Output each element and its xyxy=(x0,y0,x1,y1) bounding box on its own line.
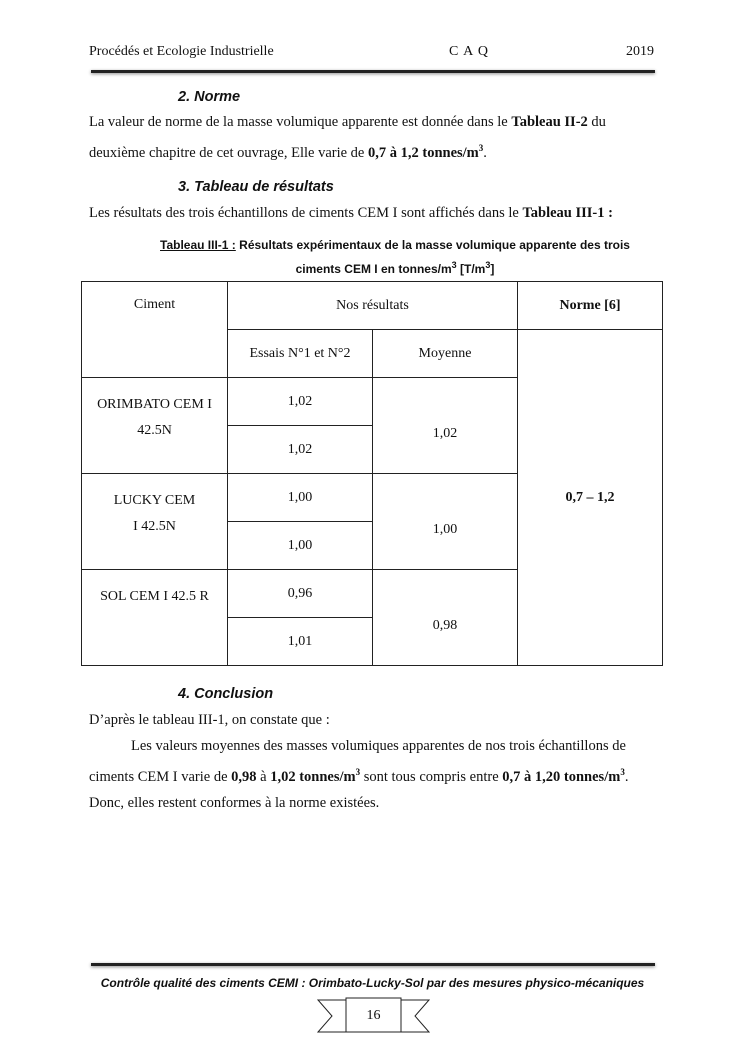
page-number: 16 xyxy=(366,1008,381,1023)
table-cell-essai: 1,00 xyxy=(228,474,373,522)
header-essais: Essais N°1 et N°2 xyxy=(228,330,373,378)
table-cell-moyenne: 0,98 xyxy=(373,570,518,666)
header-nos-resultats: Nos résultats xyxy=(228,282,518,330)
table-cell-essai: 1,02 xyxy=(228,378,373,426)
table-row-sol-name: SOL CEM I 42.5 R xyxy=(82,570,228,666)
footer-rule xyxy=(91,963,655,966)
header-ciment: Ciment xyxy=(82,282,228,378)
table-cell-essai: 1,02 xyxy=(228,426,373,474)
table-cell-essai: 1,00 xyxy=(228,522,373,570)
section-2-paragraph: La valeur de norme de la masse volumique apparente est donnée dans le Tableau II-2 du deuxième chapitre de cet ouvrage, Elle varie de 0,7 à 1,2 tonnes/$m^3$. xyxy=(89,114,606,161)
header-left: Procédés et Ecologie Industrielle xyxy=(89,44,274,59)
section-3-paragraph: Les résultats des trois échantillons de ciments CEM I sont affichés dans le Tableau III-1 : xyxy=(89,205,613,221)
table-cell-moyenne: 1,02 xyxy=(373,378,518,474)
table-cell-essai: 0,96 xyxy=(228,570,373,618)
table-cell-essai: 1,01 xyxy=(228,618,373,666)
header-norme: Norme [6] xyxy=(518,282,663,330)
header-rule xyxy=(91,70,655,73)
norme-value: 0,7 – 1,2 xyxy=(518,330,663,666)
section-3-title: 3. Tableau de résultats xyxy=(178,179,334,195)
section-4-paragraph: D’après le tableau III-1, on constate que : Les valeurs moyennes des masses volumiques apparentes de nos trois échantillons de ciments CEM I varie de 0,98 à 1,02 tonnes/$m^3$ sont tous compris entre 0,7 à 1,20 tonnes/$m^3$. Donc, elles restent conformes à la norme existées. xyxy=(89,712,629,811)
section-4-title: 4. Conclusion xyxy=(178,686,274,702)
header-right: 2019 xyxy=(626,44,654,59)
section-2-title: 2. Norme xyxy=(178,89,241,105)
table-cell-moyenne: 1,00 xyxy=(373,474,518,570)
table-row-orimbato-name: ORIMBATO CEM I 42.5N xyxy=(82,378,228,474)
table-caption: Tableau III-1 : Résultats expérimentaux de la masse volumique apparente des trois ciments CEM I en tonnes/$m^3$ $[T/m^3]$ xyxy=(160,238,630,276)
header-center: C A Q xyxy=(449,44,490,59)
header-moyenne: Moyenne xyxy=(373,330,518,378)
results-table xyxy=(81,281,663,666)
table-row-lucky-name: LUCKY CEM I 42.5N xyxy=(82,474,228,570)
footer-text: Contrôle qualité des ciments CEMI : Orimbato-Lucky-Sol par des mesures physico-mécaniques xyxy=(100,976,645,990)
